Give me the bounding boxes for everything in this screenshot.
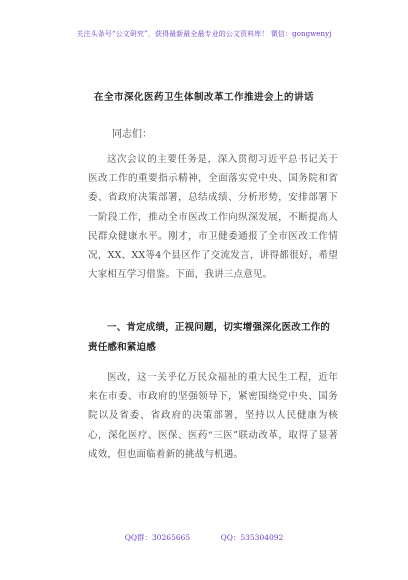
section-1-paragraph: 医改，这一关乎亿万民众福祉的重大民生工程，近年来在市委、市政府的坚强领导下，紧密围绕党中央、国务院以及省委、省政府的决策部署，坚持以人民健康为核心，深化医疗、医保、医药“三医”联动改革，取得了显著成效，但也面临着新的挑战与机遇。 bbox=[88, 372, 338, 460]
intro-paragraph: 这次会议的主要任务是，深入贯彻习近平总书记关于医改工作的重要指示精神，全面落实党中央、国务院和省委、省政府决策部署，总结成绩、分析形势，安排部署下一阶段工作，推动全市医改工作向纵深发展，不断提高人民群众健康水平。刚才，市卫健委通报了全市医改工作情况，XX、XX等4个县区作了交流发言，讲得都很好，希望大家相互学习借鉴。下面，我讲三点意见。 bbox=[88, 154, 338, 281]
section-1-heading: 一、肯定成绩，正视问题，切实增强深化医改工作的责任感和紧迫感 bbox=[88, 322, 331, 353]
salutation: 同志们： bbox=[112, 129, 152, 140]
document-title: 在全市深化医药卫生体制改革工作推进会上的讲话 bbox=[93, 92, 314, 103]
footer-qq: QQ：535304092 bbox=[220, 533, 284, 542]
footer-qq-group: QQ群：30265665 bbox=[124, 533, 191, 542]
footer-contact bbox=[0, 532, 408, 543]
header-banner: 关注头条号“公文研究”，获得最新最全最专业的公文资料库！ 微信：gongwenyj bbox=[76, 30, 332, 38]
